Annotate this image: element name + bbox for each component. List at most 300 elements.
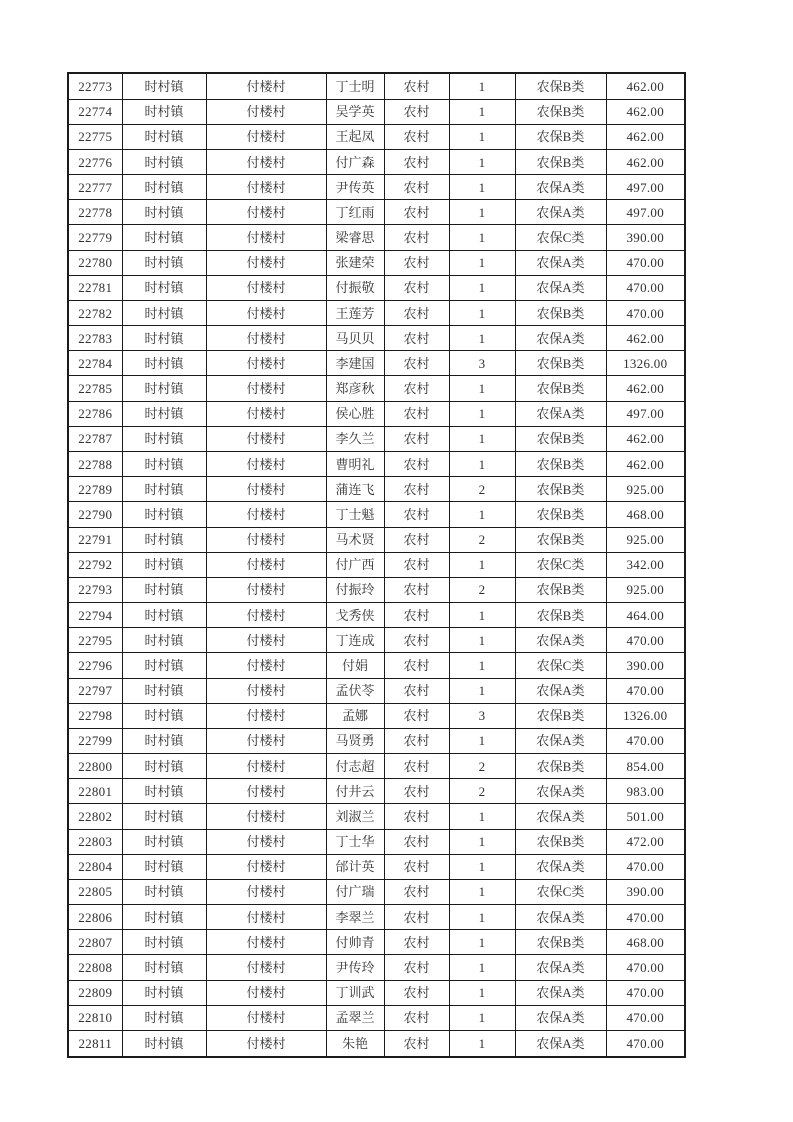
cell-village: 付楼村	[206, 300, 326, 325]
cell-record-id: 22799	[68, 728, 122, 753]
cell-residence-type: 农村	[384, 930, 449, 955]
cell-insurance-category: 农保B类	[515, 73, 606, 99]
cell-town: 时村镇	[122, 653, 206, 678]
cell-village: 付楼村	[206, 930, 326, 955]
cell-person-name: 丁士明	[326, 73, 384, 99]
table-row	[68, 225, 685, 250]
cell-amount: 462.00	[606, 451, 685, 476]
cell-amount: 468.00	[606, 502, 685, 527]
cell-insurance-category: 农保B类	[515, 603, 606, 628]
cell-town: 时村镇	[122, 200, 206, 225]
cell-town: 时村镇	[122, 502, 206, 527]
cell-person-name: 李久兰	[326, 426, 384, 451]
table-row	[68, 376, 685, 401]
cell-residence-type: 农村	[384, 401, 449, 426]
cell-town: 时村镇	[122, 1030, 206, 1057]
cell-residence-type: 农村	[384, 351, 449, 376]
cell-town: 时村镇	[122, 577, 206, 602]
cell-record-id: 22779	[68, 225, 122, 250]
cell-insurance-category: 农保B类	[515, 124, 606, 149]
cell-person-name: 曹明礼	[326, 451, 384, 476]
table-row	[68, 930, 685, 955]
table-row	[68, 980, 685, 1005]
table-row	[68, 804, 685, 829]
cell-amount: 462.00	[606, 426, 685, 451]
cell-village: 付楼村	[206, 99, 326, 124]
cell-record-id: 22781	[68, 275, 122, 300]
cell-record-id: 22804	[68, 854, 122, 879]
cell-village: 付楼村	[206, 577, 326, 602]
table-row	[68, 149, 685, 174]
cell-insurance-category: 农保A类	[515, 401, 606, 426]
cell-village: 付楼村	[206, 552, 326, 577]
cell-insurance-category: 农保B类	[515, 703, 606, 728]
cell-town: 时村镇	[122, 930, 206, 955]
cell-amount: 470.00	[606, 300, 685, 325]
cell-person-count: 1	[449, 149, 515, 174]
cell-residence-type: 农村	[384, 1030, 449, 1057]
cell-insurance-category: 农保B类	[515, 351, 606, 376]
cell-person-name: 丁士华	[326, 829, 384, 854]
cell-person-count: 1	[449, 401, 515, 426]
cell-person-name: 孟翠兰	[326, 1005, 384, 1030]
cell-village: 付楼村	[206, 124, 326, 149]
cell-record-id: 22776	[68, 149, 122, 174]
cell-village: 付楼村	[206, 149, 326, 174]
table-row	[68, 955, 685, 980]
cell-residence-type: 农村	[384, 376, 449, 401]
cell-amount: 497.00	[606, 200, 685, 225]
cell-amount: 472.00	[606, 829, 685, 854]
cell-person-name: 付志超	[326, 754, 384, 779]
cell-person-count: 1	[449, 99, 515, 124]
cell-town: 时村镇	[122, 99, 206, 124]
cell-insurance-category: 农保A类	[515, 804, 606, 829]
cell-person-count: 1	[449, 200, 515, 225]
cell-residence-type: 农村	[384, 905, 449, 930]
cell-person-count: 1	[449, 552, 515, 577]
cell-record-id: 22808	[68, 955, 122, 980]
cell-village: 付楼村	[206, 326, 326, 351]
cell-town: 时村镇	[122, 1005, 206, 1030]
cell-residence-type: 农村	[384, 829, 449, 854]
cell-residence-type: 农村	[384, 527, 449, 552]
cell-residence-type: 农村	[384, 653, 449, 678]
cell-record-id: 22797	[68, 678, 122, 703]
cell-town: 时村镇	[122, 124, 206, 149]
table-row	[68, 728, 685, 753]
cell-residence-type: 农村	[384, 552, 449, 577]
cell-town: 时村镇	[122, 678, 206, 703]
cell-record-id: 22788	[68, 451, 122, 476]
cell-record-id: 22787	[68, 426, 122, 451]
cell-person-name: 朱艳	[326, 1030, 384, 1057]
cell-record-id: 22795	[68, 628, 122, 653]
cell-record-id: 22790	[68, 502, 122, 527]
cell-insurance-category: 农保C类	[515, 879, 606, 904]
table-row	[68, 527, 685, 552]
cell-village: 付楼村	[206, 829, 326, 854]
cell-residence-type: 农村	[384, 678, 449, 703]
cell-record-id: 22784	[68, 351, 122, 376]
cell-amount: 470.00	[606, 250, 685, 275]
cell-village: 付楼村	[206, 754, 326, 779]
table-row	[68, 603, 685, 628]
cell-town: 时村镇	[122, 275, 206, 300]
cell-record-id: 22793	[68, 577, 122, 602]
cell-town: 时村镇	[122, 149, 206, 174]
cell-amount: 470.00	[606, 275, 685, 300]
cell-person-name: 刘淑兰	[326, 804, 384, 829]
cell-person-count: 1	[449, 678, 515, 703]
cell-person-count: 2	[449, 754, 515, 779]
cell-insurance-category: 农保A类	[515, 250, 606, 275]
table-row	[68, 426, 685, 451]
cell-amount: 462.00	[606, 124, 685, 149]
table-row	[68, 1030, 685, 1057]
cell-person-count: 1	[449, 502, 515, 527]
cell-insurance-category: 农保B类	[515, 451, 606, 476]
cell-person-name: 王起凤	[326, 124, 384, 149]
table-row	[68, 1005, 685, 1030]
cell-record-id: 22805	[68, 879, 122, 904]
cell-person-count: 1	[449, 854, 515, 879]
cell-town: 时村镇	[122, 527, 206, 552]
cell-person-count: 3	[449, 351, 515, 376]
cell-residence-type: 农村	[384, 854, 449, 879]
cell-person-name: 侯心胜	[326, 401, 384, 426]
table-row	[68, 653, 685, 678]
table-row	[68, 451, 685, 476]
cell-amount: 470.00	[606, 728, 685, 753]
cell-town: 时村镇	[122, 854, 206, 879]
cell-person-count: 1	[449, 225, 515, 250]
cell-village: 付楼村	[206, 879, 326, 904]
cell-residence-type: 农村	[384, 99, 449, 124]
cell-insurance-category: 农保B类	[515, 930, 606, 955]
cell-residence-type: 农村	[384, 250, 449, 275]
cell-person-name: 李建国	[326, 351, 384, 376]
cell-person-name: 付广西	[326, 552, 384, 577]
cell-town: 时村镇	[122, 300, 206, 325]
cell-amount: 462.00	[606, 376, 685, 401]
cell-person-count: 1	[449, 124, 515, 149]
cell-person-name: 付振敬	[326, 275, 384, 300]
cell-residence-type: 农村	[384, 300, 449, 325]
cell-town: 时村镇	[122, 451, 206, 476]
cell-person-name: 付帅青	[326, 930, 384, 955]
cell-record-id: 22798	[68, 703, 122, 728]
cell-residence-type: 农村	[384, 779, 449, 804]
cell-village: 付楼村	[206, 980, 326, 1005]
table-row	[68, 200, 685, 225]
cell-village: 付楼村	[206, 779, 326, 804]
cell-amount: 468.00	[606, 930, 685, 955]
cell-person-name: 付振玲	[326, 577, 384, 602]
table-row	[68, 628, 685, 653]
cell-village: 付楼村	[206, 451, 326, 476]
cell-residence-type: 农村	[384, 275, 449, 300]
cell-insurance-category: 农保B类	[515, 300, 606, 325]
cell-person-count: 1	[449, 829, 515, 854]
cell-village: 付楼村	[206, 225, 326, 250]
cell-record-id: 22810	[68, 1005, 122, 1030]
table-row	[68, 905, 685, 930]
cell-village: 付楼村	[206, 200, 326, 225]
cell-amount: 854.00	[606, 754, 685, 779]
cell-record-id: 22794	[68, 603, 122, 628]
table-row	[68, 477, 685, 502]
cell-record-id: 22780	[68, 250, 122, 275]
cell-record-id: 22773	[68, 73, 122, 99]
cell-person-count: 1	[449, 451, 515, 476]
cell-person-count: 1	[449, 980, 515, 1005]
cell-insurance-category: 农保A类	[515, 275, 606, 300]
cell-record-id: 22777	[68, 175, 122, 200]
cell-person-name: 孟伏苓	[326, 678, 384, 703]
cell-town: 时村镇	[122, 779, 206, 804]
cell-insurance-category: 农保B类	[515, 376, 606, 401]
table-row	[68, 577, 685, 602]
cell-person-count: 1	[449, 275, 515, 300]
cell-residence-type: 农村	[384, 73, 449, 99]
cell-residence-type: 农村	[384, 603, 449, 628]
benefits-table-body	[68, 73, 685, 1057]
cell-record-id: 22774	[68, 99, 122, 124]
cell-town: 时村镇	[122, 703, 206, 728]
cell-residence-type: 农村	[384, 225, 449, 250]
cell-person-name: 付娟	[326, 653, 384, 678]
table-row	[68, 502, 685, 527]
cell-residence-type: 农村	[384, 804, 449, 829]
cell-residence-type: 农村	[384, 980, 449, 1005]
table-row	[68, 703, 685, 728]
cell-village: 付楼村	[206, 275, 326, 300]
cell-record-id: 22811	[68, 1030, 122, 1057]
cell-insurance-category: 农保B类	[515, 149, 606, 174]
cell-town: 时村镇	[122, 879, 206, 904]
benefits-table	[67, 72, 686, 1058]
cell-insurance-category: 农保C类	[515, 225, 606, 250]
cell-person-name: 戈秀侠	[326, 603, 384, 628]
cell-record-id: 22807	[68, 930, 122, 955]
cell-insurance-category: 农保A类	[515, 175, 606, 200]
cell-village: 付楼村	[206, 678, 326, 703]
cell-residence-type: 农村	[384, 477, 449, 502]
cell-insurance-category: 农保B类	[515, 477, 606, 502]
cell-person-count: 1	[449, 804, 515, 829]
cell-insurance-category: 农保A类	[515, 728, 606, 753]
cell-insurance-category: 农保B类	[515, 426, 606, 451]
cell-person-name: 丁训武	[326, 980, 384, 1005]
cell-insurance-category: 农保A类	[515, 854, 606, 879]
cell-residence-type: 农村	[384, 149, 449, 174]
cell-person-name: 丁士魁	[326, 502, 384, 527]
cell-residence-type: 农村	[384, 879, 449, 904]
cell-village: 付楼村	[206, 955, 326, 980]
cell-village: 付楼村	[206, 527, 326, 552]
cell-record-id: 22782	[68, 300, 122, 325]
cell-residence-type: 农村	[384, 451, 449, 476]
cell-person-name: 马术贤	[326, 527, 384, 552]
cell-record-id: 22803	[68, 829, 122, 854]
cell-amount: 470.00	[606, 1005, 685, 1030]
cell-person-name: 付井云	[326, 779, 384, 804]
cell-insurance-category: 农保A类	[515, 1030, 606, 1057]
cell-village: 付楼村	[206, 401, 326, 426]
cell-village: 付楼村	[206, 502, 326, 527]
cell-person-count: 1	[449, 905, 515, 930]
cell-town: 时村镇	[122, 73, 206, 99]
cell-town: 时村镇	[122, 552, 206, 577]
cell-residence-type: 农村	[384, 200, 449, 225]
cell-insurance-category: 农保A类	[515, 1005, 606, 1030]
cell-town: 时村镇	[122, 426, 206, 451]
cell-town: 时村镇	[122, 980, 206, 1005]
cell-town: 时村镇	[122, 728, 206, 753]
cell-town: 时村镇	[122, 955, 206, 980]
cell-insurance-category: 农保B类	[515, 754, 606, 779]
cell-person-name: 梁睿思	[326, 225, 384, 250]
table-row	[68, 754, 685, 779]
cell-person-count: 2	[449, 477, 515, 502]
cell-person-name: 付广森	[326, 149, 384, 174]
cell-record-id: 22783	[68, 326, 122, 351]
cell-town: 时村镇	[122, 804, 206, 829]
cell-person-count: 1	[449, 628, 515, 653]
cell-person-count: 1	[449, 250, 515, 275]
cell-amount: 462.00	[606, 73, 685, 99]
table-row	[68, 275, 685, 300]
cell-insurance-category: 农保B类	[515, 829, 606, 854]
cell-village: 付楼村	[206, 728, 326, 753]
cell-person-name: 王莲芳	[326, 300, 384, 325]
cell-amount: 497.00	[606, 401, 685, 426]
cell-person-name: 马贤勇	[326, 728, 384, 753]
cell-amount: 470.00	[606, 628, 685, 653]
cell-town: 时村镇	[122, 175, 206, 200]
cell-person-count: 1	[449, 73, 515, 99]
cell-amount: 925.00	[606, 577, 685, 602]
cell-residence-type: 农村	[384, 426, 449, 451]
cell-person-count: 1	[449, 653, 515, 678]
table-row	[68, 175, 685, 200]
table-row	[68, 854, 685, 879]
cell-person-count: 1	[449, 603, 515, 628]
cell-person-count: 1	[449, 376, 515, 401]
cell-village: 付楼村	[206, 175, 326, 200]
cell-amount: 983.00	[606, 779, 685, 804]
cell-record-id: 22809	[68, 980, 122, 1005]
cell-amount: 462.00	[606, 99, 685, 124]
cell-village: 付楼村	[206, 1030, 326, 1057]
cell-amount: 390.00	[606, 653, 685, 678]
cell-amount: 925.00	[606, 477, 685, 502]
cell-village: 付楼村	[206, 351, 326, 376]
cell-insurance-category: 农保A类	[515, 779, 606, 804]
cell-amount: 342.00	[606, 552, 685, 577]
cell-person-count: 1	[449, 930, 515, 955]
cell-village: 付楼村	[206, 1005, 326, 1030]
cell-amount: 470.00	[606, 955, 685, 980]
cell-record-id: 22806	[68, 905, 122, 930]
cell-person-count: 1	[449, 300, 515, 325]
cell-amount: 470.00	[606, 678, 685, 703]
table-row	[68, 73, 685, 99]
cell-person-name: 张建荣	[326, 250, 384, 275]
cell-village: 付楼村	[206, 250, 326, 275]
table-row	[68, 326, 685, 351]
cell-record-id: 22791	[68, 527, 122, 552]
cell-village: 付楼村	[206, 653, 326, 678]
cell-person-count: 1	[449, 1005, 515, 1030]
cell-person-name: 孟娜	[326, 703, 384, 728]
cell-person-name: 丁红雨	[326, 200, 384, 225]
cell-person-name: 蒲连飞	[326, 477, 384, 502]
cell-person-name: 李翠兰	[326, 905, 384, 930]
table-row	[68, 99, 685, 124]
cell-village: 付楼村	[206, 73, 326, 99]
cell-person-name: 吴学英	[326, 99, 384, 124]
cell-amount: 501.00	[606, 804, 685, 829]
table-row	[68, 401, 685, 426]
cell-person-count: 3	[449, 703, 515, 728]
cell-town: 时村镇	[122, 401, 206, 426]
cell-village: 付楼村	[206, 376, 326, 401]
cell-town: 时村镇	[122, 225, 206, 250]
cell-person-name: 尹传英	[326, 175, 384, 200]
cell-person-count: 1	[449, 426, 515, 451]
cell-town: 时村镇	[122, 250, 206, 275]
cell-village: 付楼村	[206, 628, 326, 653]
cell-insurance-category: 农保A类	[515, 980, 606, 1005]
cell-record-id: 22786	[68, 401, 122, 426]
cell-amount: 464.00	[606, 603, 685, 628]
cell-amount: 390.00	[606, 879, 685, 904]
cell-person-name: 丁连成	[326, 628, 384, 653]
cell-insurance-category: 农保A类	[515, 200, 606, 225]
cell-village: 付楼村	[206, 804, 326, 829]
cell-insurance-category: 农保C类	[515, 552, 606, 577]
cell-insurance-category: 农保A类	[515, 955, 606, 980]
cell-town: 时村镇	[122, 603, 206, 628]
cell-town: 时村镇	[122, 376, 206, 401]
table-row	[68, 779, 685, 804]
cell-residence-type: 农村	[384, 728, 449, 753]
cell-town: 时村镇	[122, 477, 206, 502]
cell-person-name: 郑彦秋	[326, 376, 384, 401]
cell-record-id: 22792	[68, 552, 122, 577]
cell-village: 付楼村	[206, 905, 326, 930]
cell-amount: 462.00	[606, 326, 685, 351]
cell-village: 付楼村	[206, 477, 326, 502]
cell-record-id: 22775	[68, 124, 122, 149]
cell-insurance-category: 农保B类	[515, 527, 606, 552]
cell-insurance-category: 农保A类	[515, 678, 606, 703]
cell-town: 时村镇	[122, 628, 206, 653]
table-row	[68, 250, 685, 275]
cell-amount: 1326.00	[606, 703, 685, 728]
cell-record-id: 22800	[68, 754, 122, 779]
cell-insurance-category: 农保A类	[515, 628, 606, 653]
cell-amount: 470.00	[606, 980, 685, 1005]
cell-amount: 470.00	[606, 905, 685, 930]
cell-person-count: 1	[449, 728, 515, 753]
cell-town: 时村镇	[122, 754, 206, 779]
cell-person-count: 1	[449, 1030, 515, 1057]
cell-village: 付楼村	[206, 854, 326, 879]
cell-record-id: 22789	[68, 477, 122, 502]
